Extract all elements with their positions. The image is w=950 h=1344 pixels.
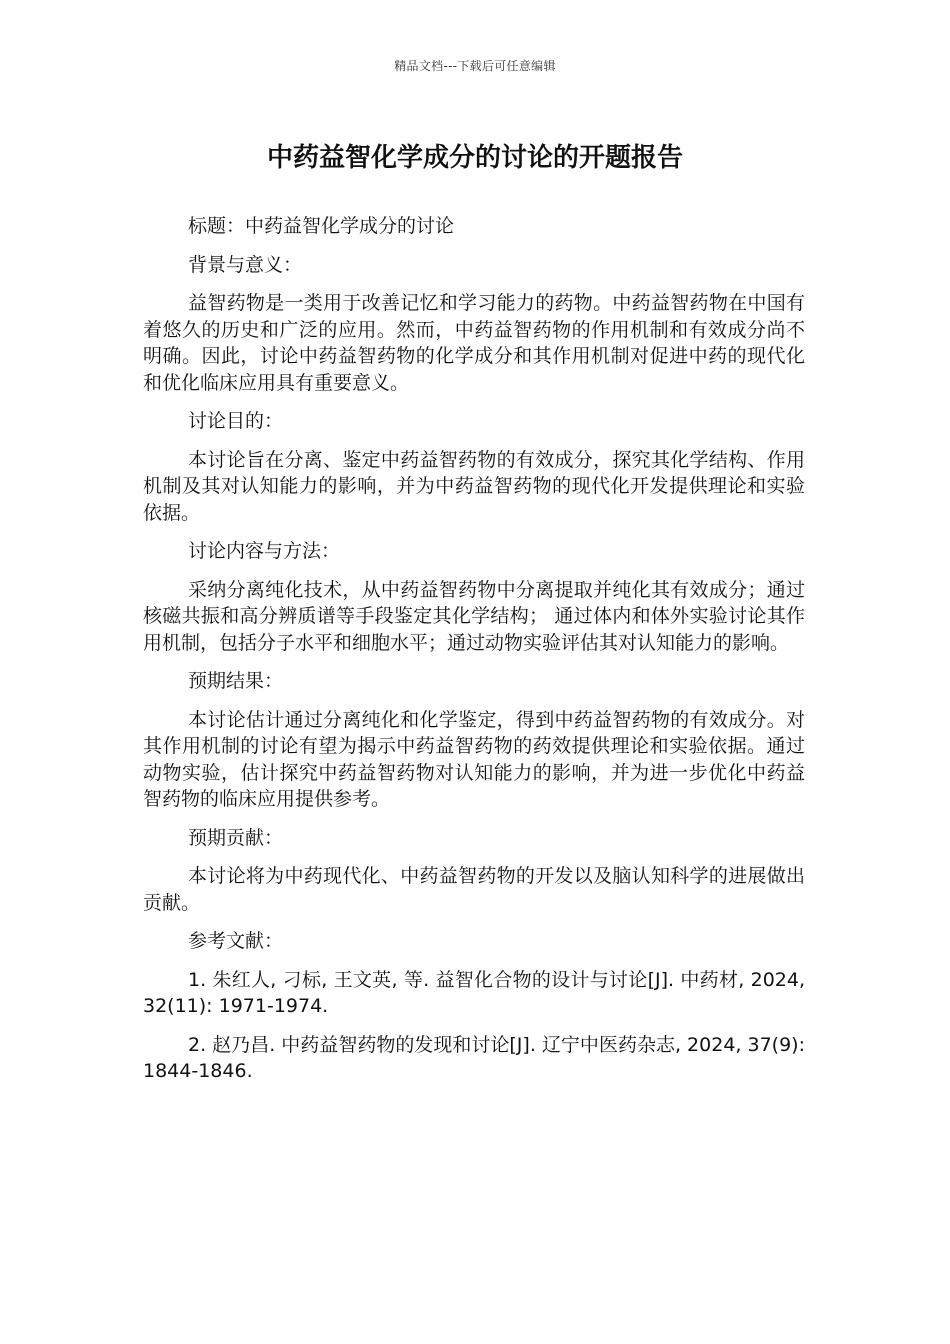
background-paragraph: 益智药物是一类用于改善记忆和学习能力的药物。中药益智药物在中国有着悠久的历史和广泛的应用。然而，中药益智药物的作用机制和有效成分尚不明确。因此，讨论中药益智药物的化学成分和其作用机制对促进中药的现代化和优化临床应用具有重要意义。 <box>143 292 805 394</box>
section-heading-references: 参考文献： <box>188 930 284 952</box>
header-note: 精品文档---下载后可任意编辑 <box>394 59 556 73</box>
reference-item: 1. 朱红人, 刁标, 王文英, 等. 益智化合物的设计与讨论[J]. 中药材, 2024, 32(11): 1971-1974. <box>143 968 805 1017</box>
section-heading-background: 背景与意义： <box>188 253 303 276</box>
contribution-paragraph: 本讨论将为中药现代化、中药益智药物的开发以及脑认知科学的进展做出贡献。 <box>143 865 805 914</box>
methods-paragraph: 采纳分离纯化技术，从中药益智药物中分离提取并纯化其有效成分；通过核磁共振和高分辨质谱等手段鉴定其化学结构； 通过体内和体外实验讨论其作用机制，包括分子水平和细胞水平；通过动物实验评估其对认知能力的影响。 <box>143 578 805 654</box>
purpose-paragraph: 本讨论旨在分离、鉴定中药益智药物的有效成分，探究其化学结构、作用机制及其对认知能力的影响，并为中药益智药物的现代化开发提供理论和实验依据。 <box>143 448 805 524</box>
subject-line: 标题：中药益智化学成分的讨论 <box>188 215 455 237</box>
section-heading-purpose: 讨论目的： <box>188 410 284 432</box>
page-title: 中药益智化学成分的讨论的开题报告 <box>266 143 683 173</box>
document-body <box>143 213 805 1097</box>
reference-item: 2. 赵乃昌. 中药益智药物的发现和讨论[J]. 辽宁中医药杂志, 2024, 37(9): 1844-1846. <box>143 1033 805 1082</box>
section-heading-methods: 讨论内容与方法： <box>188 540 341 562</box>
expected-results-paragraph: 本讨论估计通过分离纯化和化学鉴定，得到中药益智药物的有效成分。对其作用机制的讨论有望为揭示中药益智药物的药效提供理论和实验依据。通过动物实验，估计探究中药益智药物对认知能力的影响，并为进一步优化中药益智药物的临床应用提供参考。 <box>143 708 805 810</box>
section-heading-expected-results: 预期结果： <box>188 670 284 692</box>
section-heading-contribution: 预期贡献： <box>188 826 284 849</box>
